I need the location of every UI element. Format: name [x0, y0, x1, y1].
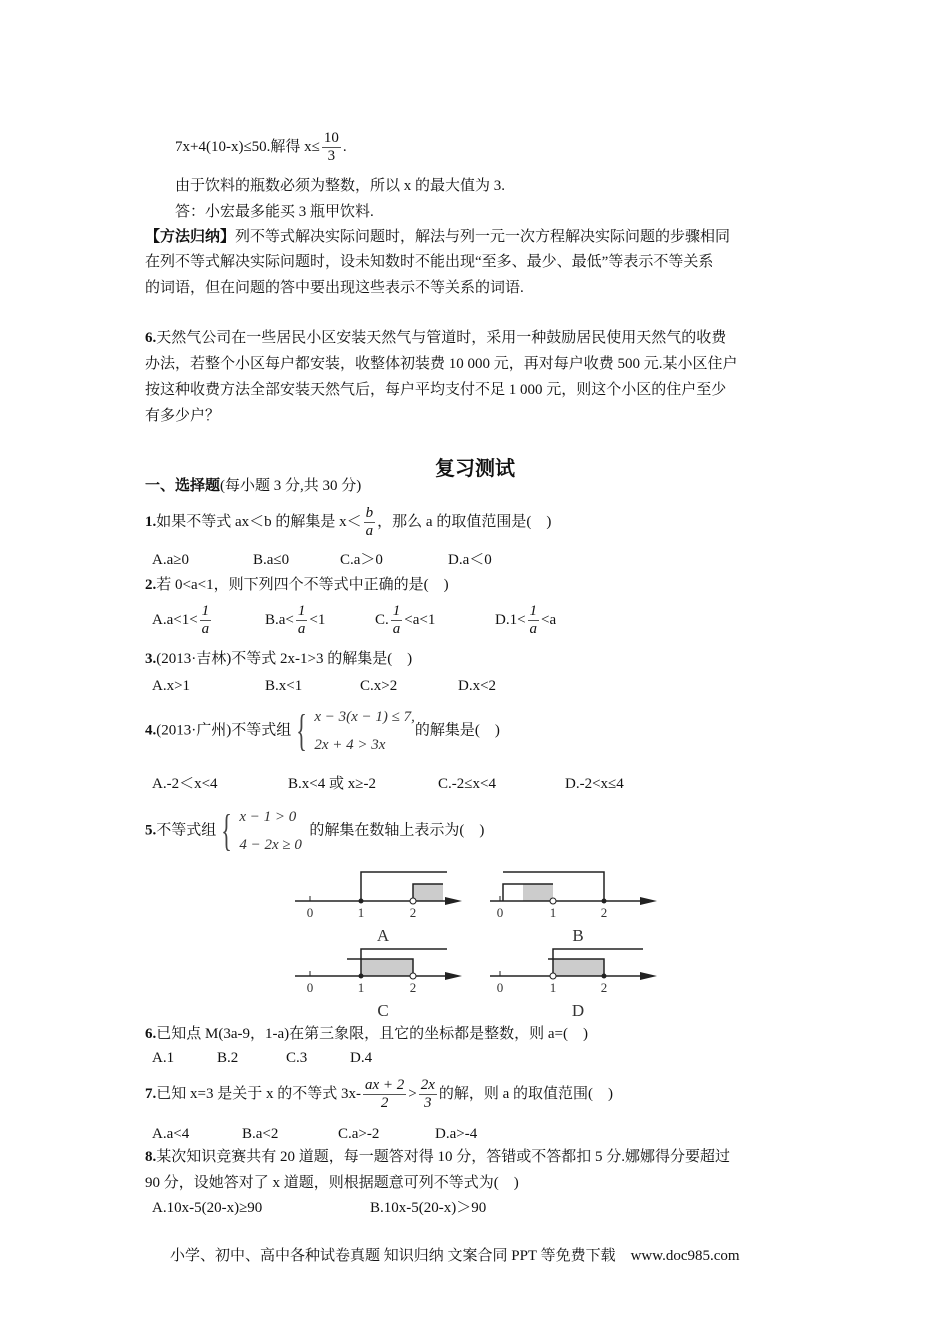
option: A.x>1	[152, 678, 191, 694]
text: D.1<	[495, 611, 526, 628]
open-point	[410, 898, 416, 904]
solution-shade	[361, 959, 413, 976]
fraction	[363, 1077, 406, 1112]
arrow-icon	[445, 897, 462, 905]
option: B.2	[217, 1050, 239, 1066]
option: D.a＜0	[448, 552, 492, 568]
text: 若 0<a<1，则下列四个不等式中正确的是( )	[156, 577, 449, 593]
numerator: ax + 2	[364, 1077, 405, 1093]
question-8-line-2: 90 分，设她答对了 x 道题，则根据题意可列不等式为( )	[145, 1175, 519, 1191]
text: .	[342, 138, 347, 155]
problem-6-line-4: 有多少户？	[145, 408, 221, 424]
option	[152, 603, 213, 638]
text: C.	[375, 611, 389, 628]
option: A.-2＜x<4	[152, 776, 218, 792]
closed-point	[359, 974, 364, 979]
option: A.1	[152, 1050, 175, 1066]
tick-label: 1	[549, 905, 557, 920]
tick-label: 2	[409, 905, 417, 920]
denominator: a	[201, 621, 210, 637]
open-point	[550, 898, 556, 904]
number: 6.	[145, 1026, 157, 1042]
tick-label: 2	[600, 905, 608, 920]
solution-answer: 答：小宏最多能买 3 瓶甲饮料.	[175, 204, 374, 220]
fraction	[419, 1077, 437, 1112]
text: 某次知识竞赛共有 20 道题，每一题答对得 10 分，答错或不答都扣 5 分.娜娜得分要超过	[156, 1149, 731, 1165]
text: 已知点 M(3a-9，1-a)在第三象限，且它的坐标都是整数，则 a=( )	[156, 1026, 588, 1042]
arrow-icon	[640, 897, 657, 905]
panel-label: C	[377, 1001, 389, 1020]
question-6	[145, 1025, 588, 1043]
text: 天然气公司在一些居民小区安装天然气与管道时，采用一种鼓励居民使用天然气的收费	[156, 330, 727, 346]
text: >	[408, 1085, 417, 1102]
option	[375, 603, 435, 638]
question-3	[145, 650, 412, 668]
option: A.10x-5(20-x)≥90	[152, 1200, 263, 1216]
option: D.-2<x≤4	[565, 776, 624, 792]
option: C.a>-2	[338, 1126, 380, 1142]
brace-icon: {	[296, 706, 308, 755]
panel-label: A	[376, 926, 390, 945]
option	[495, 603, 556, 638]
text: A.a<1<	[152, 611, 198, 628]
method-tag: 【方法归纳】	[145, 229, 236, 245]
text: 的解集在数轴上表示为( )	[309, 822, 485, 839]
method-line-3: 的词语，但在问题的答中要出现这些表示不等关系的词语.	[145, 280, 524, 296]
text: 如果不等式 ax＜b 的解集是 x＜	[156, 513, 362, 530]
text: (2013·广州)不等式组	[156, 722, 292, 739]
denominator: a	[365, 523, 374, 539]
text: 的解集是( )	[414, 722, 500, 739]
number: 1.	[145, 513, 157, 530]
open-point	[550, 973, 556, 979]
solution-shade	[523, 884, 553, 901]
numerator: 10	[323, 130, 339, 146]
problem-6-line-1	[145, 329, 726, 347]
denominator: a	[392, 621, 401, 637]
fraction	[296, 603, 308, 638]
question-5	[145, 803, 484, 859]
tick-label: 1	[357, 980, 365, 995]
text: ，那么 a 的取值范围是( )	[377, 513, 552, 530]
tick-label: 0	[496, 905, 504, 920]
fraction	[391, 603, 403, 638]
part-heading	[145, 477, 361, 495]
note: (每小题 3 分,共 30 分)	[220, 478, 362, 494]
denominator: a	[529, 621, 538, 637]
text: 的解，则 a 的取值范围( )	[438, 1085, 614, 1102]
option: C.-2≤x<4	[438, 776, 496, 792]
inequality-system	[216, 803, 302, 859]
number: 5.	[145, 822, 157, 839]
question-4	[145, 703, 500, 759]
numerator: 1	[201, 603, 210, 619]
option: B.a≤0	[253, 552, 290, 568]
text: B.a<	[265, 611, 294, 628]
text: 已知 x=3 是关于 x 的不等式 3x-	[156, 1085, 361, 1102]
closed-point	[602, 974, 607, 979]
text: 列不等式解决实际问题时，解法与列一元一次方程解决实际问题的步骤相同	[235, 229, 731, 245]
number-line-figure	[290, 860, 660, 1020]
option: D.4	[350, 1050, 373, 1066]
denominator: a	[297, 621, 306, 637]
denominator: 2	[380, 1095, 389, 1111]
label: 一、选择题	[145, 478, 221, 494]
text: <a<1	[404, 611, 436, 628]
row: x − 3(x − 1) ≤ 7,	[314, 709, 415, 725]
solution-line-1	[175, 130, 347, 165]
fraction	[364, 505, 376, 540]
option: B.x<1	[265, 678, 303, 694]
option: A.a<4	[152, 1126, 190, 1142]
row: 4 − 2x ≥ 0	[239, 837, 302, 853]
panel-label: D	[571, 1001, 585, 1020]
option: D.x<2	[458, 678, 497, 694]
tick-label: 2	[409, 980, 417, 995]
option: B.x<4 或 x≥-2	[288, 776, 376, 792]
question-7	[145, 1077, 613, 1112]
tick-label: 0	[496, 980, 504, 995]
option: C.a＞0	[340, 552, 383, 568]
denominator: 3	[424, 1095, 432, 1111]
closed-point	[602, 899, 607, 904]
tick-label: 0	[306, 905, 314, 920]
text: <a	[541, 611, 557, 628]
text: (2013·吉林)不等式 2x-1>3 的解集是( )	[156, 651, 413, 667]
question-8-line-1	[145, 1148, 730, 1166]
inequality-system	[291, 703, 415, 759]
solution-line-2: 由于饮料的瓶数必须为整数，所以 x 的最大值为 3.	[175, 178, 506, 194]
question-2	[145, 576, 449, 594]
text: <1	[309, 611, 326, 628]
method-line-1	[145, 228, 730, 246]
numerator: 1	[392, 603, 401, 619]
arrow-icon	[640, 972, 657, 980]
problem-6-line-2: 办法，若整个小区每户都安装，收整体初装费 10 000 元，再对每户收费 500 元.某小区住户	[145, 356, 738, 372]
problem-6-line-3: 按这种收费方法全部安装天然气后，每户平均支付不足 1 000 元，则这个小区的住户至少	[145, 382, 727, 398]
option: B.10x-5(20-x)＞90	[370, 1200, 487, 1216]
number: 8.	[145, 1149, 157, 1165]
solution-shade	[413, 884, 443, 901]
numerator: b	[365, 505, 374, 521]
option	[265, 603, 325, 638]
fraction	[322, 130, 341, 165]
numerator: 2x	[420, 1077, 435, 1093]
bracket-line	[503, 872, 604, 901]
option: D.a>-4	[435, 1126, 478, 1142]
number: 4.	[145, 722, 157, 739]
question-1	[145, 505, 551, 540]
number: 7.	[145, 1085, 157, 1102]
section-title: 复习测试	[435, 458, 515, 480]
numerator: 1	[529, 603, 538, 619]
denominator: 3	[327, 148, 336, 164]
option: A.a≥0	[152, 552, 189, 568]
method-line-2: 在列不等式解决实际问题时，设未知数时不能出现“至多、最少、最低”等表示不等关系	[145, 254, 714, 270]
text: 7x+4(10-x)≤50.解得 x≤	[175, 138, 320, 155]
open-point	[410, 973, 416, 979]
option: B.a<2	[242, 1126, 279, 1142]
option: C.3	[286, 1050, 308, 1066]
text: 不等式组	[156, 822, 217, 839]
brace-icon: {	[221, 806, 233, 855]
panel-label: B	[572, 926, 584, 945]
closed-point	[359, 899, 364, 904]
number: 3.	[145, 651, 157, 667]
row: 2x + 4 > 3x	[314, 737, 386, 753]
fraction	[200, 603, 212, 638]
option: C.x>2	[360, 678, 398, 694]
arrow-icon	[445, 972, 462, 980]
row: x − 1 > 0	[239, 809, 297, 825]
fraction	[528, 603, 540, 638]
tick-label: 1	[357, 905, 365, 920]
solution-shade	[553, 959, 604, 976]
tick-label: 1	[549, 980, 557, 995]
tick-label: 0	[306, 980, 314, 995]
footer: 小学、初中、高中各种试卷真题 知识归纳 文案合同 PPT 等免费下载 www.doc985.com	[170, 1248, 740, 1264]
number: 2.	[145, 577, 157, 593]
number: 6.	[145, 330, 157, 346]
tick-label: 2	[600, 980, 608, 995]
numerator: 1	[297, 603, 306, 619]
